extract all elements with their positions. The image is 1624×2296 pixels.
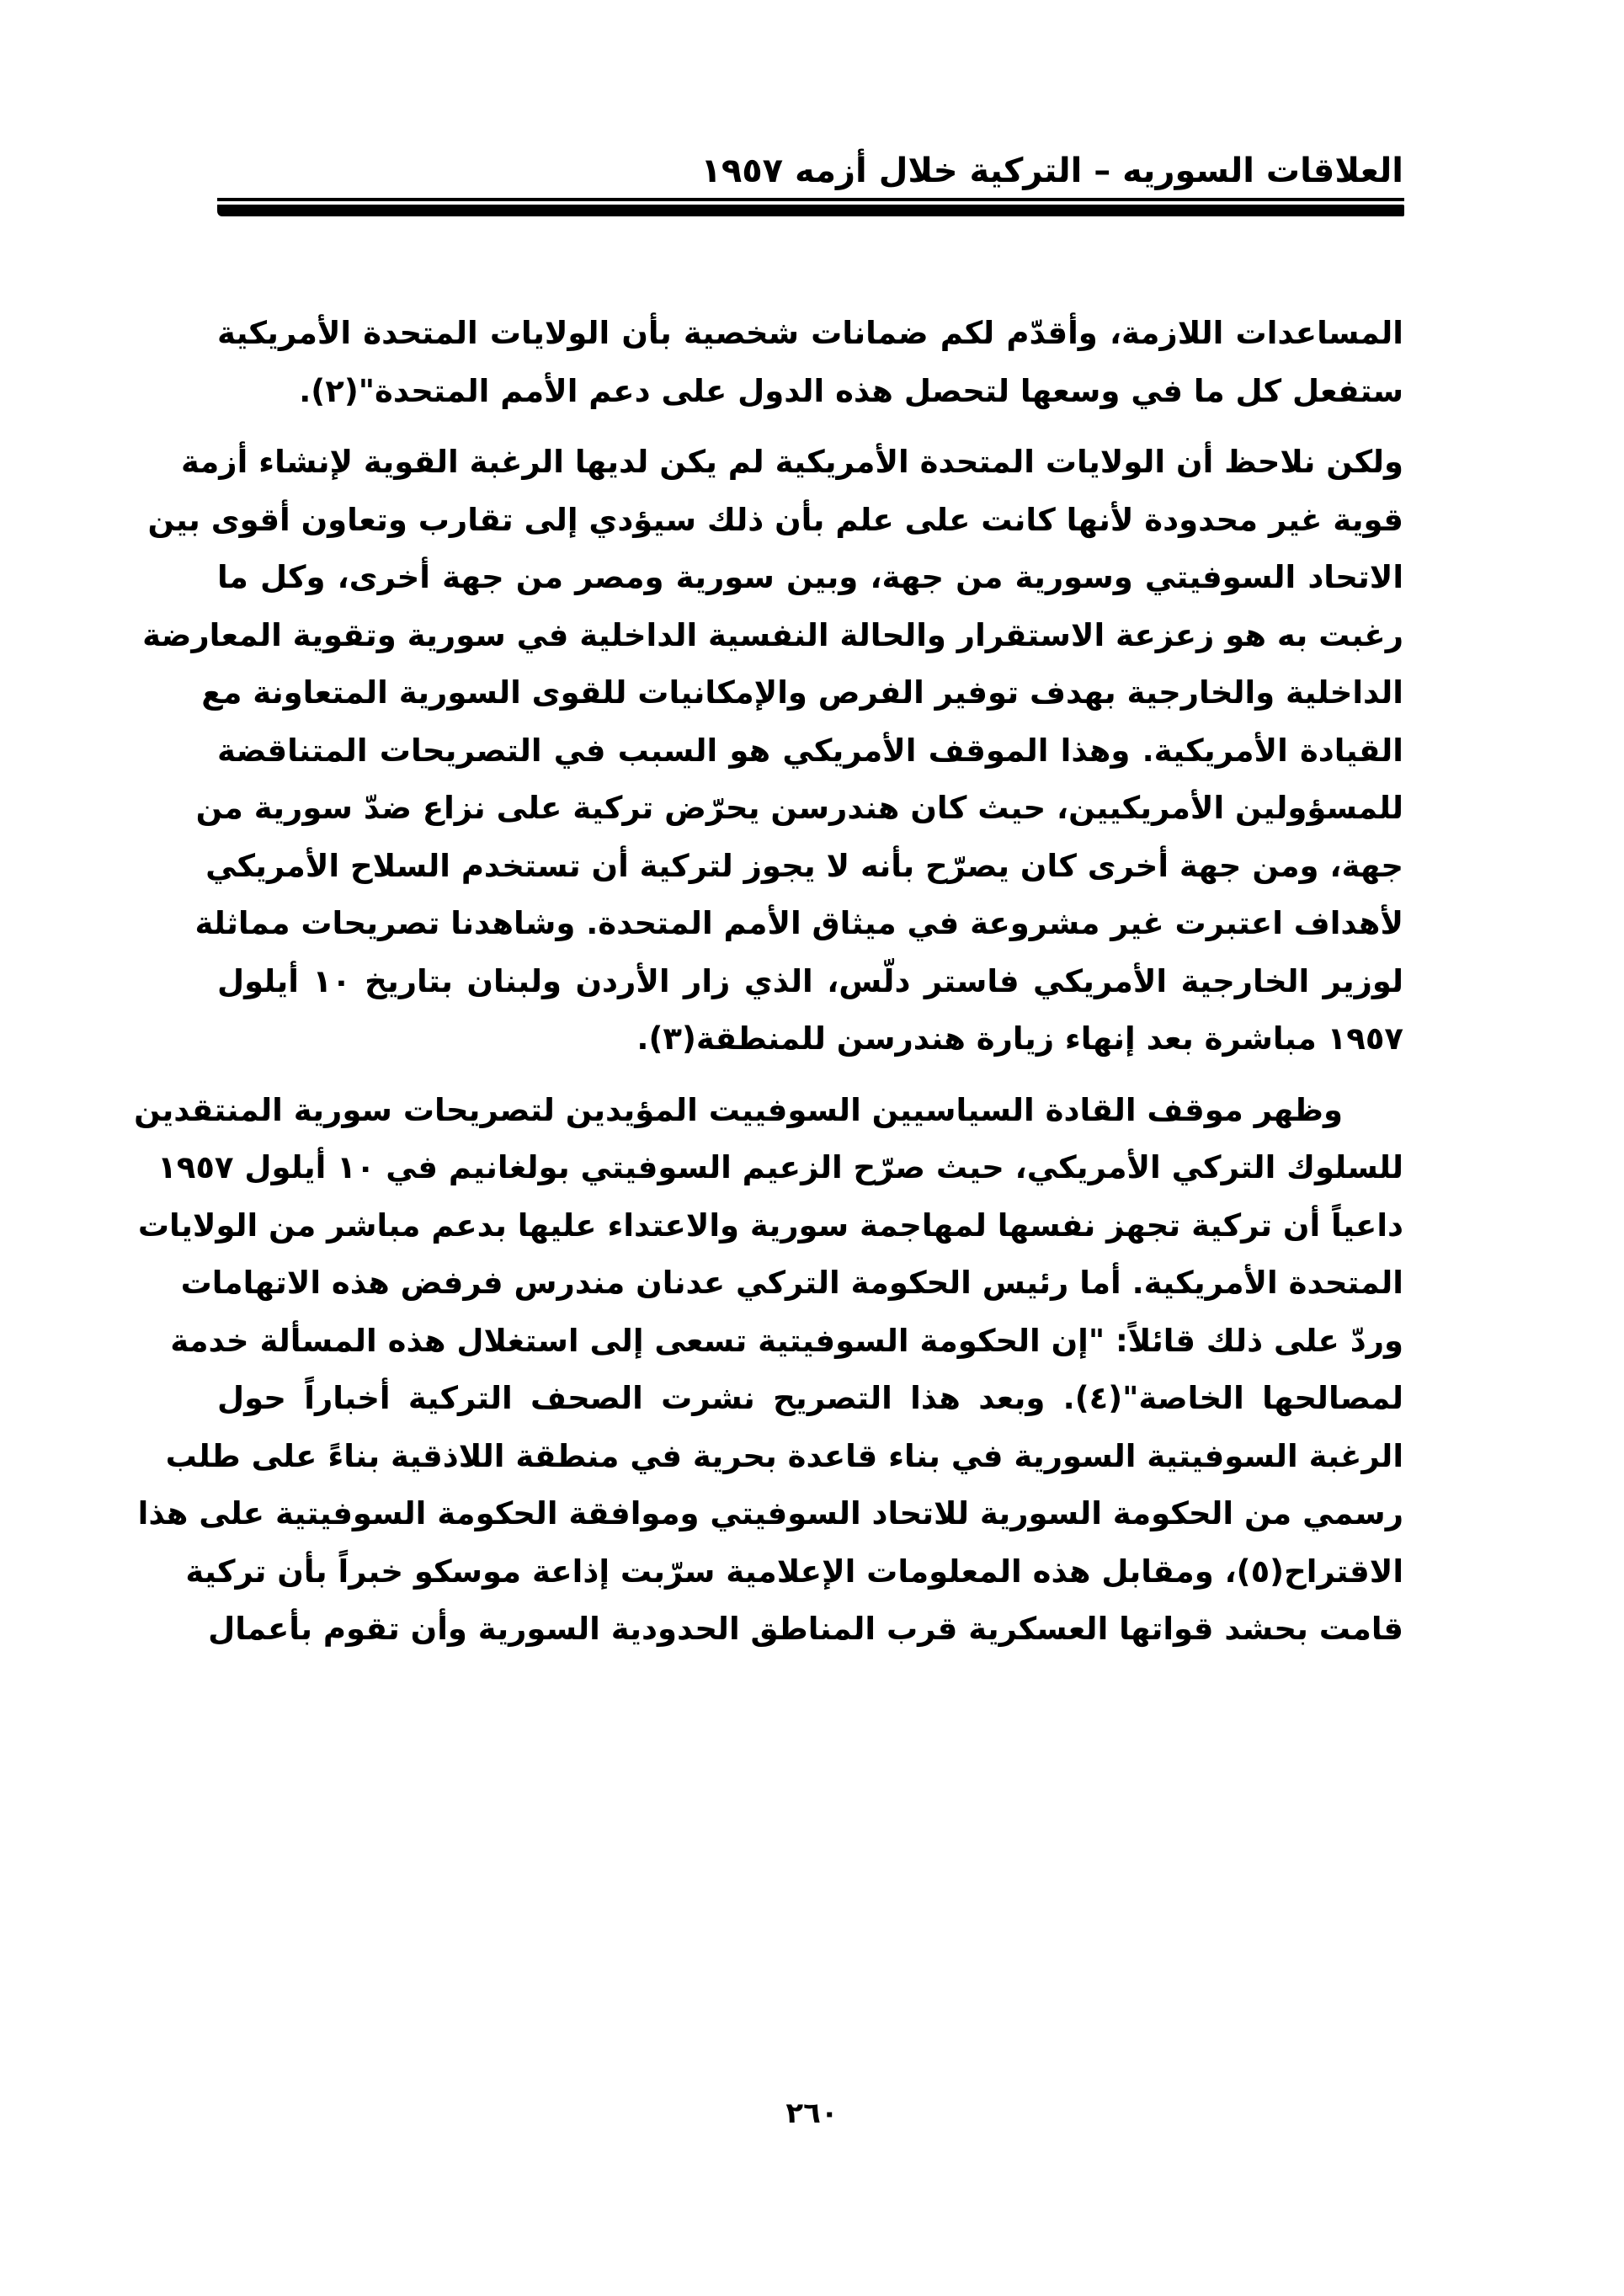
header-rule-thin bbox=[217, 198, 1404, 201]
text-line: ستفعل كل ما في وسعها لتحصل هذه الدول على دعم الأمم المتحدة"(٢). bbox=[299, 372, 1403, 409]
text-line: لأهداف اعتبرت غير مشروعة في ميثاق الأمم المتحدة. وشاهدنا تصريحات مماثلة bbox=[194, 905, 1403, 941]
paragraph-2 bbox=[142, 434, 1403, 1068]
text-line: الاقتراح(٥)، ومقابل هذه المعلومات الإعلامية سرّبت إذاعة موسكو خبراً بأن تركية bbox=[185, 1553, 1403, 1590]
text-line: للسلوك التركي الأمريكي، حيث صرّح الزعيم السوفيتي بولغانيم في ١٠ أيلول ١٩٥٧ bbox=[157, 1149, 1403, 1185]
text-line: ١٩٥٧ مباشرة بعد إنهاء زيارة هندرسن للمنطقة(٣). bbox=[636, 1020, 1403, 1057]
text-line: وردّ على ذلك قائلاً: "إن الحكومة السوفيتية تسعى إلى استغلال هذه المسألة خدمة bbox=[170, 1322, 1403, 1359]
text-line: وظهر موقف القادة السياسيين السوفييت المؤيدين لتصريحات سورية المنتقدين bbox=[134, 1091, 1343, 1128]
text-line: داعياً أن تركية تجهز نفسها لمهاجمة سورية والاعتداء عليها بدعم مباشر من الولايات bbox=[137, 1207, 1403, 1244]
text-line: للمسؤولين الأمريكيين، حيث كان هندرسن يحرّض تركية على نزاع ضدّ سورية من bbox=[195, 790, 1403, 826]
paragraph-gap bbox=[217, 420, 1403, 434]
paragraph-1 bbox=[217, 305, 1403, 420]
body-text bbox=[134, 305, 1403, 1659]
text-line: جهة، ومن جهة أخرى كان يصرّح بأنه لا يجوز لتركية أن تستخدم السلاح الأمريكي bbox=[205, 847, 1403, 884]
text-line: قوية غير محدودة لأنها كانت على علم بأن ذلك سيؤدي إلى تقارب وتعاون أقوى بين bbox=[147, 501, 1403, 538]
paragraph-gap bbox=[217, 1068, 1403, 1082]
text-line: القيادة الأمريكية. وهذا الموقف الأمريكي هو السبب في التصريحات المتناقضة bbox=[217, 732, 1403, 769]
text-line: لوزير الخارجية الأمريكي فاستر دلّس، الذي زار الأردن ولبنان بتاريخ ١٠ أيلول bbox=[217, 962, 1403, 999]
text-line: الاتحاد السوفيتي وسورية من جهة، وبين سورية ومصر من جهة أخرى، وكل ما bbox=[217, 559, 1403, 595]
text-line: المتحدة الأمريكية. أما رئيس الحكومة التركي عدنان مندرس فرفض هذه الاتهامات bbox=[180, 1265, 1403, 1301]
header-rule-thick bbox=[217, 205, 1404, 216]
text-line: الرغبة السوفيتية السورية في بناء قاعدة بحرية في منطقة اللاذقية بناءً على طلب bbox=[165, 1437, 1403, 1474]
text-line: رسمي من الحكومة السورية للاتحاد السوفيتي وموافقة الحكومة السوفيتية على هذا bbox=[137, 1495, 1403, 1532]
text-line: رغبت به هو زعزعة الاستقرار والحالة النفسية الداخلية في سورية وتقوية المعارضة bbox=[142, 616, 1403, 653]
text-line: المساعدات اللازمة، وأقدّم لكم ضمانات شخصية بأن الولايات المتحدة الأمريكية bbox=[217, 315, 1403, 351]
running-header: العلاقات السوريه – التركية خلال أزمه ١٩٥٧ bbox=[700, 152, 1403, 190]
paragraph-3 bbox=[134, 1082, 1403, 1659]
text-line: الداخلية والخارجية بهدف توفير الفرص والإمكانيات للقوى السورية المتعاونة مع bbox=[201, 674, 1403, 711]
text-line: ولكن نلاحظ أن الولايات المتحدة الأمريكية لم يكن لديها الرغبة القوية لإنشاء أزمة bbox=[180, 444, 1403, 480]
page-number: ٢٦٠ bbox=[785, 2096, 839, 2130]
text-line: لمصالحها الخاصة"(٤). وبعد هذا التصريح نشرت الصحف التركية أخباراً حول bbox=[217, 1380, 1403, 1416]
text-line: قامت بحشد قواتها العسكرية قرب المناطق الحدودية السورية وأن تقوم بأعمال bbox=[208, 1611, 1403, 1647]
